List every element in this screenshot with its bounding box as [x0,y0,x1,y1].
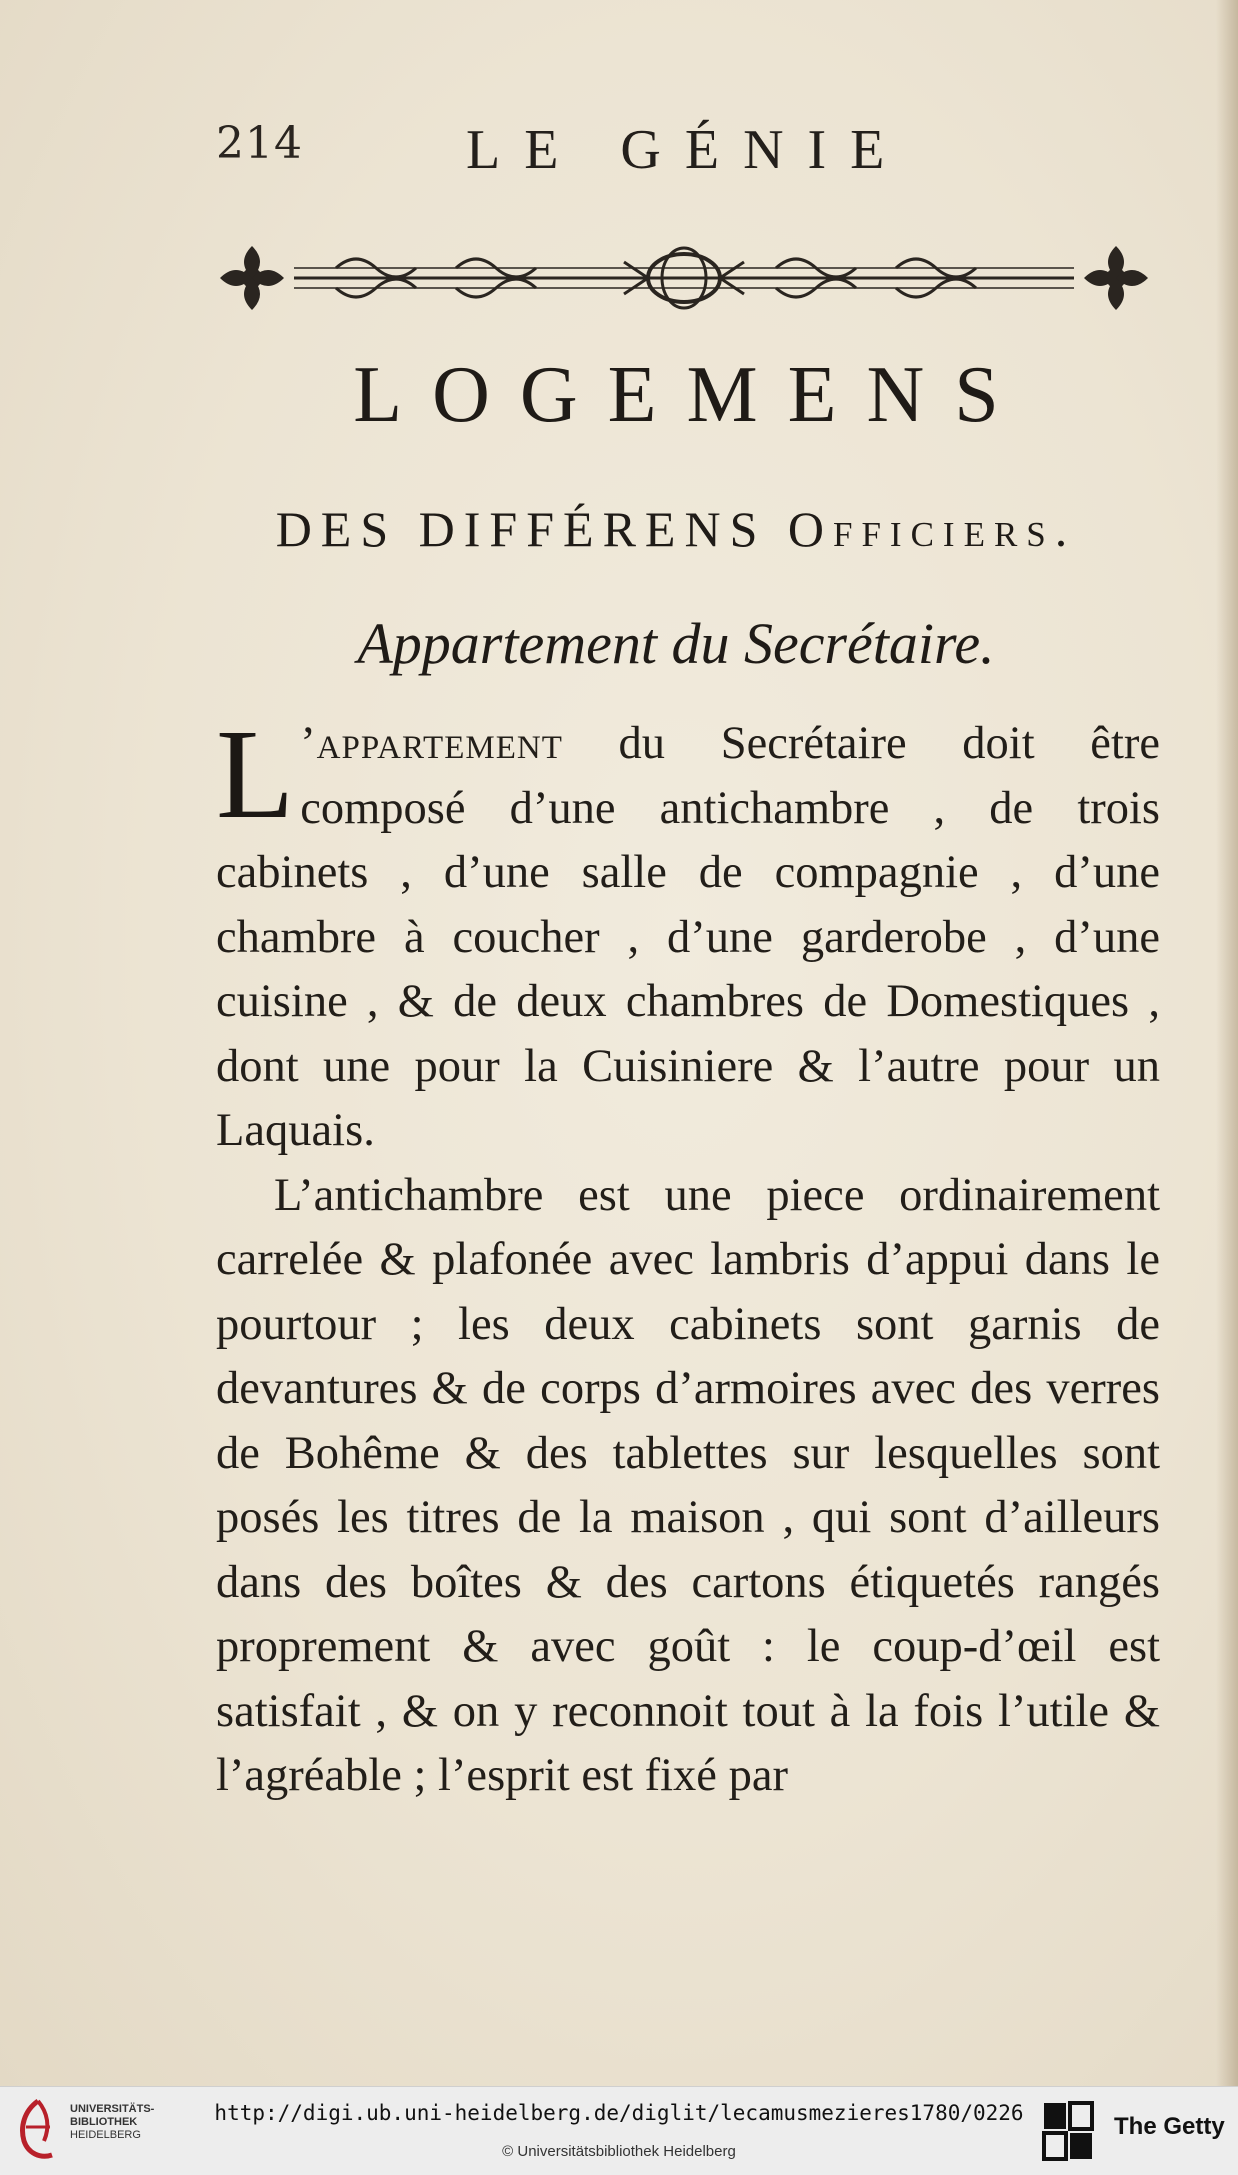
copyright-notice: © Universitätsbibliothek Heidelberg [502,2143,736,2160]
getty-logo-icon [1040,2099,1096,2163]
getty-name: The Getty [1114,2113,1225,2140]
body-text [216,703,1160,1809]
sub-heading: DES DIFFÉRENS Officiers. [275,501,1077,557]
permalink-url[interactable]: http://digi.ub.uni-heidelberg.de/diglit/lecamusmezieres1780/0226 [214,2101,1024,2125]
drop-cap: L [216,703,295,845]
section-heading: Appartement du Secrétaire. [357,611,995,676]
page-number: 214 [216,118,303,169]
paragraph-2: L’antichambre est une piece ordinairement carrelée & plafonée avec lambris d’appui dans le pourtour ; les deux cabinets sont garnis de devantures & de corps d’armoires avec des verres de Bohême & des tablettes sur lesquelles sont posés les titres de la maison , qui sont d’ailleurs dans des boîtes & des cartons étiquetés rangés proprement & avec goût : le coup-d’œil est satisfait , & on y reconnoit tout à la fois l’utile & l’agréable ; l’esprit est fixé par [216,1169,1160,1801]
paragraph-1 [216,703,1160,1164]
paragraph-1-text: du Secrétaire doit être composé d’une antichambre , de trois cabinets , d’une salle de compagnie , d’une chambre à coucher , d’une garderobe , d’une cuisine , & de deux chambres de Domestiques , dont une pour la Cuisiniere & l’autre pour un Laquais. [216,718,1160,1156]
library-name-line-3: HEIDELBERG [70,2129,141,2141]
viewer-footer [0,2086,1238,2175]
main-heading: LOGEMENS [353,351,1029,439]
running-head [216,118,976,181]
library-name-line-1: UNIVERSITÄTS- [70,2103,155,2115]
running-title: LE GÉNIE [466,119,909,181]
library-name-line-2: BIBLIOTHEK [70,2116,138,2128]
paragraph-1-smallcaps: ’appartement [300,718,563,769]
ornamental-band [216,238,1152,318]
